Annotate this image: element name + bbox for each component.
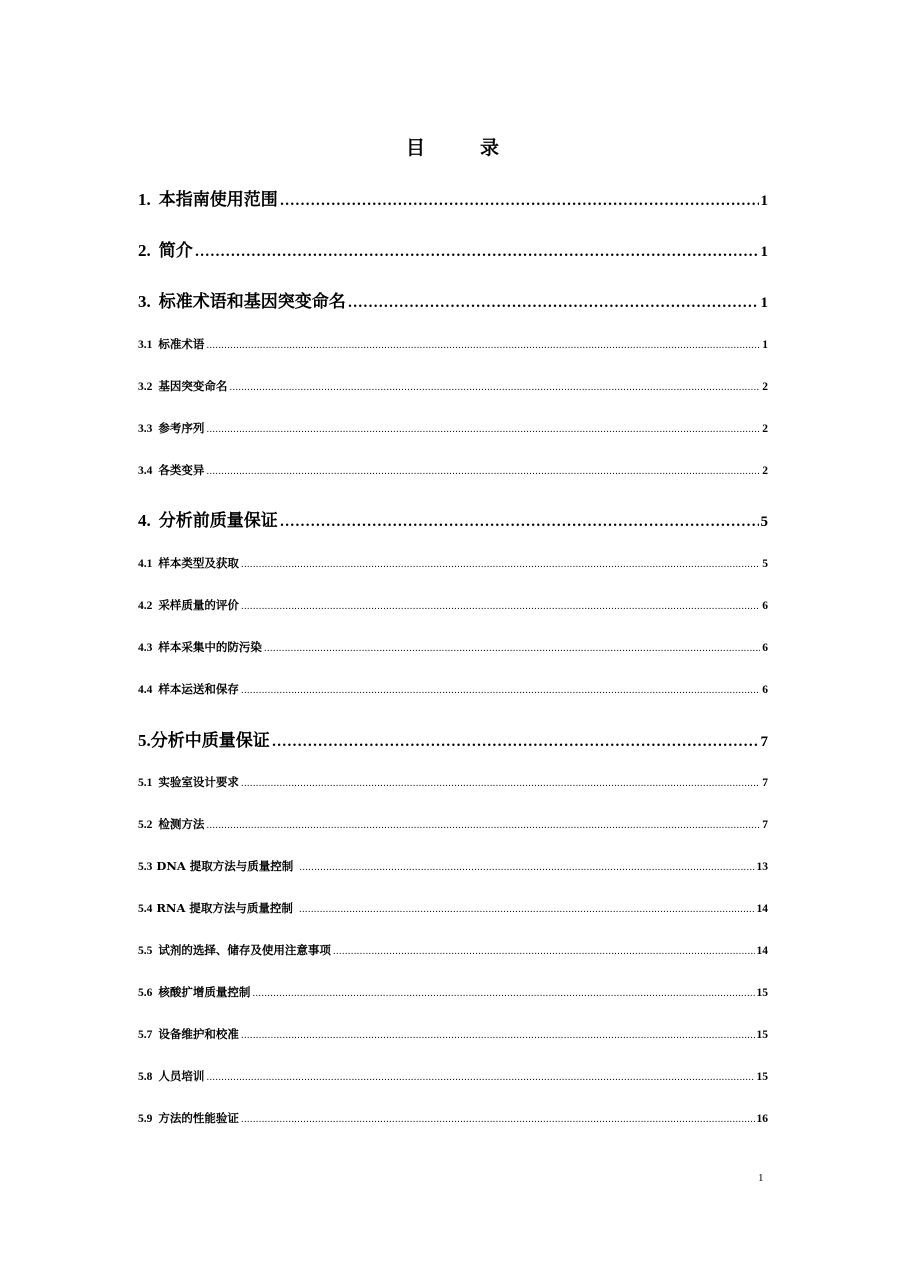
- toc-entry-4-4[interactable]: [138, 681, 768, 699]
- toc-entry-page: 1: [760, 295, 768, 311]
- toc-entry-page: 16: [756, 1113, 768, 1125]
- toc-entry-title: 样本运送和保存: [158, 682, 239, 696]
- toc-entry-page: 15: [756, 1029, 768, 1041]
- toc-entry-4-1[interactable]: [138, 555, 768, 573]
- toc-entry-title: 样本类型及获取: [158, 556, 239, 570]
- toc-entry-number: 4.2: [138, 600, 153, 612]
- toc-entry-page: 7: [762, 777, 768, 789]
- toc-dot-leader: [206, 462, 760, 480]
- toc-entry-number: 5.3: [138, 861, 153, 873]
- toc-entry-page: 15: [756, 1071, 768, 1083]
- toc-dot-leader: [333, 942, 755, 960]
- toc-entry-title: 标准术语: [158, 337, 205, 351]
- toc-entry-4-2[interactable]: [138, 597, 768, 615]
- toc-dot-leader: [299, 900, 755, 918]
- toc-dot-leader: [299, 858, 754, 876]
- toc-entry-number: 5.: [138, 731, 151, 750]
- toc-dot-leader: [272, 730, 759, 754]
- toc-dot-leader: [241, 1026, 755, 1044]
- toc-entry-title: 简介: [158, 241, 193, 261]
- toc-entry-5-4[interactable]: [138, 900, 768, 918]
- toc-dot-leader: [241, 597, 760, 615]
- toc-dot-leader: [280, 510, 759, 534]
- toc-entry-number: 5.8: [138, 1071, 153, 1083]
- toc-entry-1[interactable]: [138, 189, 768, 213]
- toc-entry-page: 2: [762, 381, 768, 393]
- toc-entry-5-8[interactable]: [138, 1068, 768, 1086]
- toc-dot-leader: [229, 378, 760, 396]
- toc-entry-title: 人员培训: [158, 1069, 205, 1083]
- toc-entry-title: DNA 提取方法与质量控制: [156, 859, 294, 873]
- toc-entry-title: 设备维护和校准: [158, 1027, 239, 1041]
- toc-entry-number: 4.1: [138, 558, 153, 570]
- toc-dot-leader: [241, 555, 760, 573]
- toc-entry-page: 1: [762, 339, 768, 351]
- toc-entry-title: 实验室设计要求: [158, 775, 239, 789]
- toc-entry-title: 样本采集中的防污染: [158, 640, 262, 654]
- toc-entry-page: 13: [756, 861, 768, 873]
- toc-entry-4[interactable]: [138, 510, 768, 534]
- page-number: 1: [758, 1172, 764, 1184]
- toc-dot-leader: [206, 420, 760, 438]
- page-title: 目 录: [405, 137, 517, 159]
- toc-entry-title: 采样质量的评价: [158, 598, 239, 612]
- toc-dot-leader: [252, 984, 754, 1002]
- toc-entry-5-3[interactable]: [138, 858, 768, 876]
- toc-dot-leader: [241, 1110, 755, 1128]
- toc-entry-number: 5.9: [138, 1113, 153, 1125]
- toc-entry-3-2[interactable]: [138, 378, 768, 396]
- toc-entry-number: 3.4: [138, 465, 153, 477]
- toc-dot-leader: [195, 240, 759, 264]
- toc-entry-title: 各类变异: [158, 463, 205, 477]
- toc-entry-number: 5.1: [138, 777, 153, 789]
- toc-entry-number: 3.3: [138, 423, 153, 435]
- toc-entry-number: 4.: [138, 511, 151, 530]
- toc-dot-leader: [280, 189, 759, 213]
- toc-entry-number: 5.6: [138, 987, 153, 999]
- toc-dot-leader: [264, 639, 760, 657]
- toc-entry-title: 参考序列: [158, 421, 205, 435]
- toc-entry-title: 基因突变命名: [158, 379, 228, 393]
- toc-entry-title: 分析中质量保证: [150, 731, 270, 751]
- toc-entry-number: 1.: [138, 190, 151, 209]
- toc-entry-2[interactable]: [138, 240, 768, 264]
- toc-entry-title: RNA 提取方法与质量控制: [156, 901, 293, 915]
- toc-entry-title: 本指南使用范围: [158, 190, 278, 210]
- toc-entry-5-2[interactable]: [138, 816, 768, 834]
- toc-entry-page: 6: [762, 600, 768, 612]
- toc-entry-number: 5.2: [138, 819, 153, 831]
- toc-entry-3-4[interactable]: [138, 462, 768, 480]
- toc-entry-5[interactable]: [138, 730, 768, 754]
- toc-entry-3-1[interactable]: [138, 336, 768, 354]
- toc-entry-number: 3.2: [138, 381, 153, 393]
- toc-entry-page: 14: [756, 903, 768, 915]
- toc-entry-title: 方法的性能验证: [158, 1111, 239, 1125]
- toc-entry-5-7[interactable]: [138, 1026, 768, 1044]
- toc-dot-leader: [206, 336, 760, 354]
- toc-entry-title: 检测方法: [158, 817, 205, 831]
- toc-entry-number: 3.: [138, 292, 151, 311]
- toc-entry-5-1[interactable]: [138, 774, 768, 792]
- toc-entry-page: 6: [762, 684, 768, 696]
- toc-entry-5-9[interactable]: [138, 1110, 768, 1128]
- toc-entry-page: 5: [762, 558, 768, 570]
- toc-entry-number: 4.3: [138, 642, 153, 654]
- toc-entry-number: 5.4: [138, 903, 153, 915]
- toc-entry-page: 7: [762, 819, 768, 831]
- toc-entry-title: 分析前质量保证: [158, 511, 278, 531]
- toc-entry-page: 7: [760, 734, 768, 750]
- toc-dot-leader: [241, 774, 760, 792]
- toc-entry-title: 标准术语和基因突变命名: [158, 292, 346, 312]
- toc-entry-3-3[interactable]: [138, 420, 768, 438]
- toc-entry-5-6[interactable]: [138, 984, 768, 1002]
- toc-entry-page: 2: [762, 423, 768, 435]
- toc-dot-leader: [206, 1068, 754, 1086]
- toc-entry-number: 4.4: [138, 684, 153, 696]
- toc-entry-page: 14: [756, 945, 768, 957]
- toc-entry-5-5[interactable]: [138, 942, 768, 960]
- toc-entry-page: 6: [762, 642, 768, 654]
- toc-entry-page: 5: [760, 514, 768, 530]
- toc-entry-number: 2.: [138, 241, 151, 260]
- toc-entry-4-3[interactable]: [138, 639, 768, 657]
- toc-entry-number: 5.7: [138, 1029, 153, 1041]
- toc-entry-title: 试剂的选择、储存及使用注意事项: [158, 943, 331, 957]
- toc-entry-number: 3.1: [138, 339, 153, 351]
- toc-entry-3[interactable]: [138, 291, 768, 315]
- toc-entry-number: 5.5: [138, 945, 153, 957]
- toc-entry-title: 核酸扩增质量控制: [158, 985, 251, 999]
- toc-dot-leader: [348, 291, 759, 315]
- toc-dot-leader: [241, 681, 760, 699]
- toc-entry-page: 15: [756, 987, 768, 999]
- toc-entry-page: 1: [760, 244, 768, 260]
- toc-dot-leader: [206, 816, 760, 834]
- toc-entry-page: 2: [762, 465, 768, 477]
- toc-entry-page: 1: [760, 193, 768, 209]
